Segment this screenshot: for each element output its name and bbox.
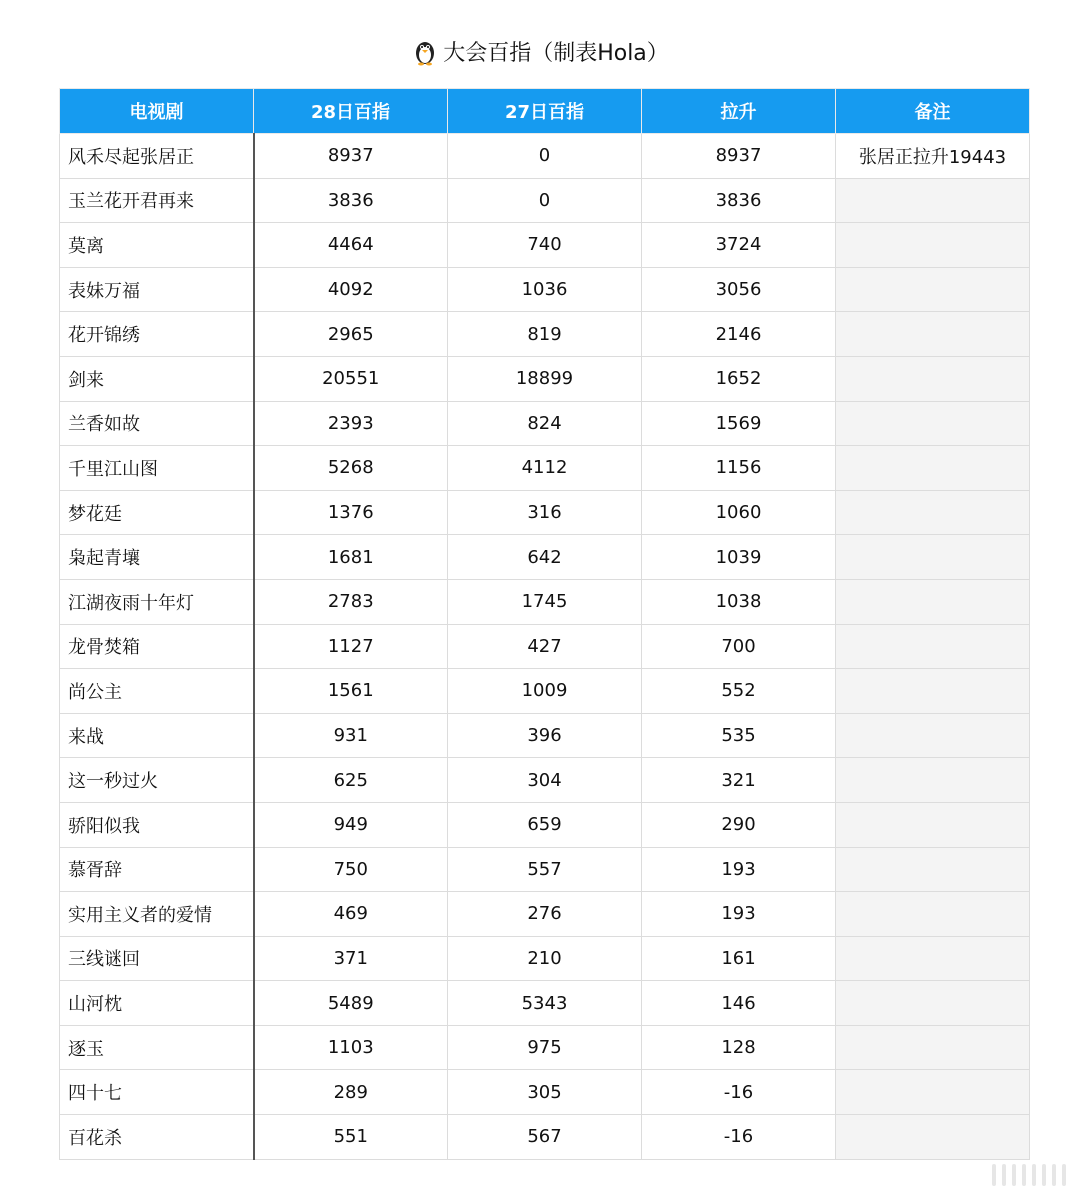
drama-name-cell: 尚公主: [60, 669, 254, 714]
drama-name-cell: 莫离: [60, 223, 254, 268]
note-cell: [836, 579, 1030, 624]
index-28-cell: 8937: [254, 134, 448, 179]
index-28-cell: 5489: [254, 981, 448, 1026]
note-cell: [836, 535, 1030, 580]
drama-name-cell: 来战: [60, 713, 254, 758]
index-27-cell: 557: [448, 847, 642, 892]
drama-name-cell: 骄阳似我: [60, 802, 254, 847]
header-rise: 拉升: [642, 89, 836, 134]
rise-cell: 161: [642, 936, 836, 981]
table-row: [60, 1070, 1030, 1115]
rise-cell: -16: [642, 1115, 836, 1160]
page-title: [0, 36, 1080, 67]
drama-name-cell: 兰香如故: [60, 401, 254, 446]
index-27-cell: 0: [448, 178, 642, 223]
drama-name-cell: 逐玉: [60, 1025, 254, 1070]
table-row: [60, 1025, 1030, 1070]
drama-name-cell: 剑来: [60, 356, 254, 401]
index-27-cell: 824: [448, 401, 642, 446]
note-cell: 张居正拉升19443: [836, 134, 1030, 179]
table-row: [60, 669, 1030, 714]
rise-cell: 1156: [642, 446, 836, 491]
penguin-icon: [411, 38, 439, 66]
index-28-cell: 1681: [254, 535, 448, 580]
note-cell: [836, 267, 1030, 312]
rise-cell: 2146: [642, 312, 836, 357]
note-cell: [836, 446, 1030, 491]
note-cell: [836, 758, 1030, 803]
table-row: [60, 223, 1030, 268]
drama-name-cell: 百花杀: [60, 1115, 254, 1160]
rise-cell: 3724: [642, 223, 836, 268]
table-row: [60, 847, 1030, 892]
drama-name-cell: 慕胥辞: [60, 847, 254, 892]
index-27-cell: 316: [448, 490, 642, 535]
note-cell: [836, 401, 1030, 446]
note-cell: [836, 936, 1030, 981]
note-cell: [836, 1070, 1030, 1115]
table-row: [60, 936, 1030, 981]
note-cell: [836, 312, 1030, 357]
index-27-cell: 4112: [448, 446, 642, 491]
note-cell: [836, 356, 1030, 401]
index-27-cell: 1745: [448, 579, 642, 624]
note-cell: [836, 223, 1030, 268]
note-cell: [836, 802, 1030, 847]
rise-cell: 8937: [642, 134, 836, 179]
rise-cell: -16: [642, 1070, 836, 1115]
watermark: [992, 1164, 1066, 1186]
index-27-cell: 18899: [448, 356, 642, 401]
index-28-cell: 551: [254, 1115, 448, 1160]
index-28-cell: 2965: [254, 312, 448, 357]
index-28-cell: 1103: [254, 1025, 448, 1070]
table-row: [60, 713, 1030, 758]
note-cell: [836, 1115, 1030, 1160]
index-27-cell: 5343: [448, 981, 642, 1026]
index-27-cell: 1009: [448, 669, 642, 714]
note-cell: [836, 892, 1030, 937]
index-28-cell: 4092: [254, 267, 448, 312]
index-28-cell: 3836: [254, 178, 448, 223]
rise-cell: 128: [642, 1025, 836, 1070]
note-cell: [836, 847, 1030, 892]
index-28-cell: 931: [254, 713, 448, 758]
table-row: [60, 758, 1030, 803]
table-row: [60, 802, 1030, 847]
rise-cell: 700: [642, 624, 836, 669]
index-27-cell: 740: [448, 223, 642, 268]
table-row: [60, 446, 1030, 491]
drama-name-cell: 风禾尽起张居正: [60, 134, 254, 179]
table-row: [60, 981, 1030, 1026]
index-27-cell: 276: [448, 892, 642, 937]
index-28-cell: 2393: [254, 401, 448, 446]
index-27-cell: 1036: [448, 267, 642, 312]
table-row: [60, 1115, 1030, 1160]
note-cell: [836, 1025, 1030, 1070]
rise-cell: 193: [642, 847, 836, 892]
rise-cell: 1038: [642, 579, 836, 624]
rise-cell: 535: [642, 713, 836, 758]
drama-name-cell: 龙骨焚箱: [60, 624, 254, 669]
table-row: [60, 624, 1030, 669]
rise-cell: 3056: [642, 267, 836, 312]
table-row: [60, 892, 1030, 937]
rise-cell: 1569: [642, 401, 836, 446]
index-28-cell: 949: [254, 802, 448, 847]
note-cell: [836, 713, 1030, 758]
title-text: 大会百指（制表Hola）: [443, 41, 669, 66]
rise-cell: 290: [642, 802, 836, 847]
note-cell: [836, 490, 1030, 535]
index-27-cell: 567: [448, 1115, 642, 1160]
note-cell: [836, 624, 1030, 669]
drama-name-cell: 表妹万福: [60, 267, 254, 312]
index-28-cell: 469: [254, 892, 448, 937]
index-28-cell: 371: [254, 936, 448, 981]
table-row: [60, 134, 1030, 179]
drama-name-cell: 梦花廷: [60, 490, 254, 535]
index-28-cell: 5268: [254, 446, 448, 491]
note-cell: [836, 669, 1030, 714]
table-row: [60, 178, 1030, 223]
index-28-cell: 1127: [254, 624, 448, 669]
table-row: [60, 579, 1030, 624]
header-note: 备注: [836, 89, 1030, 134]
index-27-cell: 396: [448, 713, 642, 758]
ratings-table: [59, 88, 1030, 1160]
table-row: [60, 401, 1030, 446]
table-row: [60, 535, 1030, 580]
index-28-cell: 20551: [254, 356, 448, 401]
index-28-cell: 4464: [254, 223, 448, 268]
drama-name-cell: 四十七: [60, 1070, 254, 1115]
drama-name-cell: 花开锦绣: [60, 312, 254, 357]
drama-name-cell: 实用主义者的爱情: [60, 892, 254, 937]
note-cell: [836, 178, 1030, 223]
table-header-row: [60, 89, 1030, 134]
index-27-cell: 819: [448, 312, 642, 357]
table-row: [60, 267, 1030, 312]
note-cell: [836, 981, 1030, 1026]
header-drama: 电视剧: [60, 89, 254, 134]
index-28-cell: 289: [254, 1070, 448, 1115]
rise-cell: 3836: [642, 178, 836, 223]
rise-cell: 321: [642, 758, 836, 803]
index-28-cell: 2783: [254, 579, 448, 624]
drama-name-cell: 江湖夜雨十年灯: [60, 579, 254, 624]
header-27-index: 27日百指: [448, 89, 642, 134]
index-27-cell: 427: [448, 624, 642, 669]
index-27-cell: 304: [448, 758, 642, 803]
drama-name-cell: 山河枕: [60, 981, 254, 1026]
rise-cell: 1039: [642, 535, 836, 580]
index-27-cell: 975: [448, 1025, 642, 1070]
index-27-cell: 210: [448, 936, 642, 981]
rise-cell: 1652: [642, 356, 836, 401]
drama-name-cell: 枭起青壤: [60, 535, 254, 580]
index-27-cell: 642: [448, 535, 642, 580]
drama-name-cell: 三线谜回: [60, 936, 254, 981]
rise-cell: 146: [642, 981, 836, 1026]
index-27-cell: 659: [448, 802, 642, 847]
rise-cell: 193: [642, 892, 836, 937]
index-28-cell: 750: [254, 847, 448, 892]
table-row: [60, 312, 1030, 357]
header-28-index: 28日百指: [254, 89, 448, 134]
index-28-cell: 1376: [254, 490, 448, 535]
index-28-cell: 1561: [254, 669, 448, 714]
rise-cell: 552: [642, 669, 836, 714]
drama-name-cell: 玉兰花开君再来: [60, 178, 254, 223]
table-row: [60, 356, 1030, 401]
table-row: [60, 490, 1030, 535]
index-27-cell: 305: [448, 1070, 642, 1115]
drama-name-cell: 这一秒过火: [60, 758, 254, 803]
index-28-cell: 625: [254, 758, 448, 803]
index-27-cell: 0: [448, 134, 642, 179]
rise-cell: 1060: [642, 490, 836, 535]
drama-name-cell: 千里江山图: [60, 446, 254, 491]
